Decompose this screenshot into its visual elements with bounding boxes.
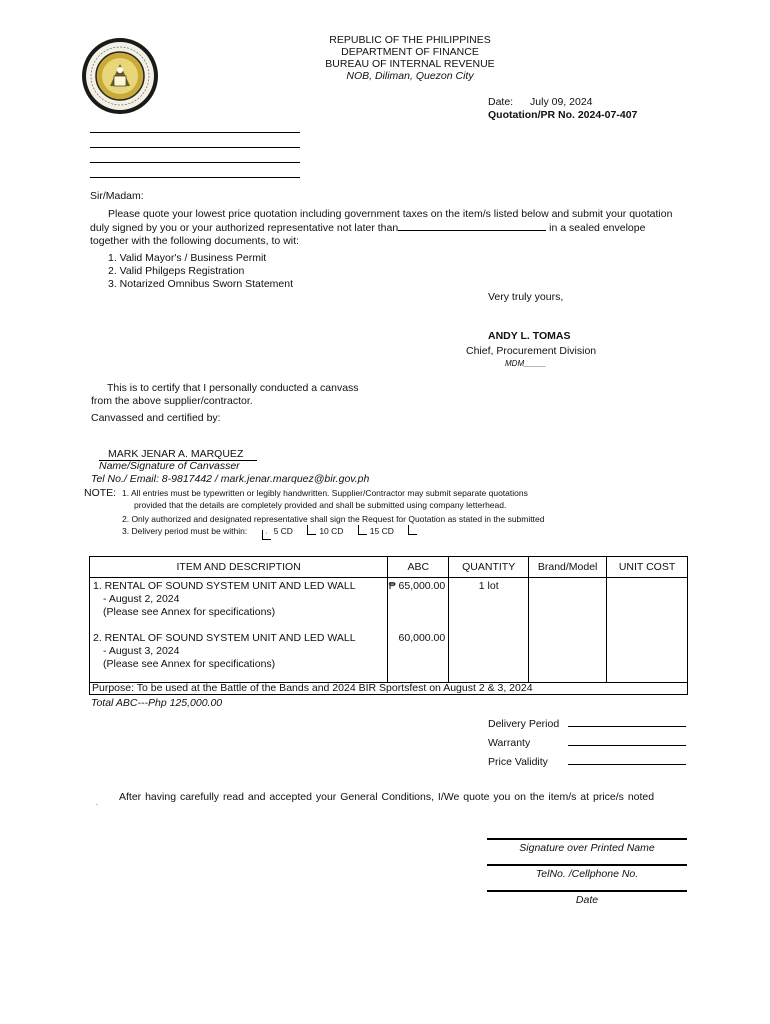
stray-dot: . (96, 800, 98, 807)
col-header-quantity: QUANTITY (449, 557, 529, 578)
document-item: 2. Valid Philgeps Registration (108, 265, 245, 277)
col-header-abc: ABC (388, 557, 449, 578)
address-line-3[interactable] (90, 162, 300, 163)
price-validity-label: Price Validity (488, 756, 548, 768)
salutation: Sir/Madam: (90, 190, 144, 202)
header-department: DEPARTMENT OF FINANCE (341, 46, 479, 58)
letterhead (260, 34, 560, 82)
note-1a: 1. All entries must be typewritten or legibly handwritten. Supplier/Contractor may submit separate quotations (122, 488, 528, 498)
table-header-row (90, 557, 688, 578)
note-3-text: 3. Delivery period must be within: (122, 526, 248, 536)
purpose-row (90, 683, 688, 695)
purpose-text: Purpose: To be used at the Battle of the Bands and 2024 BIR Sportsfest on August 2 & 3, 2024 (90, 683, 688, 695)
note-2: 2. Only authorized and designated representative shall sign the Request for Quotation as stated in the submitted (122, 514, 545, 524)
quantity-cell[interactable] (449, 578, 529, 683)
warranty-input[interactable] (568, 736, 686, 746)
note-3 (122, 525, 544, 540)
bir-seal-logo (80, 36, 160, 116)
col-header-brand: Brand/Model (529, 557, 607, 578)
canvasser-contact: Tel No./ Email: 8-9817442 / mark.jenar.marquez@bir.gov.ph (91, 473, 370, 485)
signature-line[interactable]: Signature over Printed Name (487, 838, 687, 854)
telephone-line[interactable]: TelNo. /Cellphone No. (487, 864, 687, 880)
item-date: - August 3, 2024 (103, 645, 180, 657)
abc-cell (388, 578, 449, 683)
item-title: 2. RENTAL OF SOUND SYSTEM UNIT AND LED WALL (93, 632, 356, 644)
certify-text-1: This is to certify that I personally conducted a canvass (107, 382, 359, 394)
document-item: 1. Valid Mayor's / Business Permit (108, 252, 267, 264)
table-row (90, 578, 688, 683)
signatory-title: Chief, Procurement Division (466, 345, 597, 357)
checkbox-10cd[interactable] (307, 525, 316, 535)
brand-model-cell[interactable] (529, 578, 607, 683)
canvasser-name: MARK JENAR A. MARQUEZ (99, 448, 257, 461)
header-bureau: BUREAU OF INTERNAL REVENUE (325, 58, 495, 70)
option-10cd-label: 10 CD (319, 526, 344, 536)
intro-text-1: Please quote your lowest price quotation including government taxes on the item/s listed below and submit your quotation duly signed by you or your authorized representative not later than (90, 208, 673, 234)
abc-value: 60,000.00 (398, 632, 446, 644)
certify-text-2: from the above supplier/contractor. (91, 395, 253, 407)
quantity-value: 1 lot (478, 580, 499, 592)
checkbox-other[interactable] (408, 525, 417, 535)
address-line-4[interactable] (90, 177, 300, 178)
delivery-period-field (488, 717, 686, 730)
documents-list (108, 252, 293, 291)
acceptance-text: After having carefully read and accepted your General Conditions, I/We quote you on the item/s at price/s noted (119, 791, 655, 803)
items-table (89, 556, 688, 695)
warranty-label: Warranty (488, 737, 531, 749)
col-header-item: ITEM AND DESCRIPTION (90, 557, 388, 578)
document-item: 3. Notarized Omnibus Sworn Statement (108, 278, 294, 290)
deadline-blank[interactable] (398, 221, 546, 231)
date-signature-line[interactable]: Date (487, 890, 687, 906)
closing: Very truly yours, (488, 291, 564, 303)
checkbox-15cd[interactable] (358, 525, 367, 535)
canvassed-label: Canvassed and certified by: (91, 412, 221, 424)
signatory-name: ANDY L. TOMAS (488, 330, 571, 342)
note-label: NOTE: (84, 487, 117, 499)
item-description-cell (90, 578, 388, 683)
header-address: NOB, Diliman, Quezon City (346, 70, 474, 82)
initials: MDM_____ (505, 359, 547, 368)
item-note: (Please see Annex for specifications) (103, 658, 276, 670)
quotation-number: Quotation/PR No. 2024-07-407 (488, 109, 638, 121)
item-note: (Please see Annex for specifications) (103, 606, 276, 618)
delivery-period-label: Delivery Period (488, 718, 560, 730)
notes-block (122, 487, 544, 540)
option-5cd-label: 5 CD (273, 526, 293, 536)
item-date: - August 2, 2024 (103, 593, 180, 605)
date-label: Date: (488, 96, 514, 108)
intro-text-2: in a sealed envelope together with the following documents, to wit: (90, 222, 646, 247)
col-header-unit-cost: UNIT COST (607, 557, 688, 578)
warranty-field (488, 736, 686, 749)
option-15cd-label: 15 CD (369, 526, 394, 536)
date-value: July 09, 2024 (530, 96, 593, 108)
unit-cost-cell[interactable] (607, 578, 688, 683)
total-abc: Total ABC---Php 125,000.00 (91, 697, 223, 709)
item-title: 1. RENTAL OF SOUND SYSTEM UNIT AND LED WALL (93, 580, 356, 592)
address-line-2[interactable] (90, 147, 300, 148)
checkbox-5cd[interactable]: · (262, 530, 271, 540)
date-line (488, 96, 593, 108)
price-validity-field (488, 755, 686, 768)
intro-paragraph (90, 208, 680, 248)
address-line-1[interactable] (90, 132, 300, 133)
header-republic: REPUBLIC OF THE PHILIPPINES (329, 34, 491, 46)
price-validity-input[interactable] (568, 755, 686, 765)
delivery-period-input[interactable] (568, 717, 686, 727)
abc-value: ₱ 65,000.00 (388, 580, 446, 592)
note-1b: provided that the details are completely provided and shall be submitted using company letterhead. (134, 500, 507, 510)
canvasser-caption: Name/Signature of Canvasser (99, 460, 240, 472)
